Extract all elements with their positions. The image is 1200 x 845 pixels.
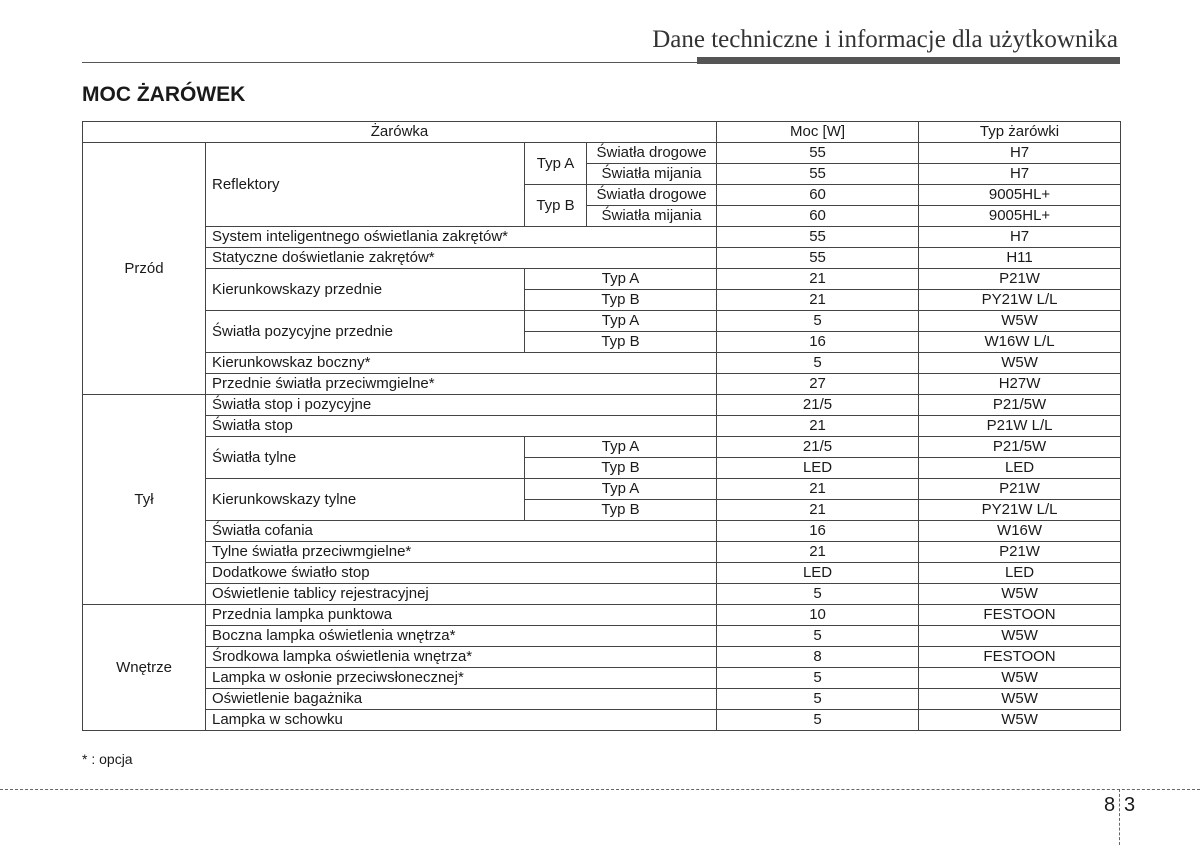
type-cell: W5W: [919, 353, 1121, 374]
power-cell: 16: [717, 521, 919, 542]
row-label: Lampka w schowku: [206, 710, 717, 731]
beam-label: Światła drogowe: [587, 185, 717, 206]
power-cell: 5: [717, 626, 919, 647]
sub-type: Typ A: [525, 143, 587, 185]
type-cell: H7: [919, 143, 1121, 164]
table-row: [83, 227, 1121, 248]
power-cell: LED: [717, 458, 919, 479]
table-row: [83, 710, 1121, 731]
power-cell: 16: [717, 332, 919, 353]
page-number-divider: [1119, 789, 1120, 845]
type-cell: W5W: [919, 668, 1121, 689]
row-label: Reflektory: [206, 143, 525, 227]
type-cell: H27W: [919, 374, 1121, 395]
type-cell: H7: [919, 164, 1121, 185]
table-row: [83, 353, 1121, 374]
sub-type: Typ B: [525, 185, 587, 227]
sub-type: Typ A: [525, 311, 717, 332]
power-cell: 27: [717, 374, 919, 395]
table-header-row: [83, 122, 1121, 143]
table-row: [83, 626, 1121, 647]
table-row: [83, 521, 1121, 542]
table-row: [83, 269, 1121, 290]
row-label: Boczna lampka oświetlenia wnętrza*: [206, 626, 717, 647]
table-row: [83, 311, 1121, 332]
power-cell: 5: [717, 311, 919, 332]
row-label: Lampka w osłonie przeciwsłonecznej*: [206, 668, 717, 689]
type-cell: W5W: [919, 311, 1121, 332]
table-row: [83, 395, 1121, 416]
sub-type: Typ B: [525, 458, 717, 479]
power-cell: 10: [717, 605, 919, 626]
type-cell: W16W L/L: [919, 332, 1121, 353]
type-cell: LED: [919, 563, 1121, 584]
header-power: Moc [W]: [717, 122, 919, 143]
type-cell: W16W: [919, 521, 1121, 542]
type-cell: H11: [919, 248, 1121, 269]
type-cell: PY21W L/L: [919, 500, 1121, 521]
row-label: Statyczne doświetlanie zakrętów*: [206, 248, 717, 269]
footnote: * : opcja: [82, 751, 133, 767]
type-cell: 9005HL+: [919, 206, 1121, 227]
type-cell: P21/5W: [919, 395, 1121, 416]
row-label: Światła stop i pozycyjne: [206, 395, 717, 416]
beam-label: Światła drogowe: [587, 143, 717, 164]
section-title: MOC ŻARÓWEK: [82, 83, 246, 106]
sub-type: Typ A: [525, 269, 717, 290]
group-rear: Tył: [83, 395, 206, 605]
power-cell: 5: [717, 710, 919, 731]
bulb-table: [82, 121, 1121, 731]
power-cell: 21: [717, 269, 919, 290]
header-bulb: Żarówka: [83, 122, 717, 143]
table-row: [83, 605, 1121, 626]
type-cell: P21/5W: [919, 437, 1121, 458]
power-cell: 21: [717, 542, 919, 563]
power-cell: 21: [717, 479, 919, 500]
type-cell: P21W: [919, 269, 1121, 290]
row-label: Kierunkowskazy przednie: [206, 269, 525, 311]
type-cell: H7: [919, 227, 1121, 248]
header-rule: [82, 62, 700, 63]
row-label: Przednia lampka punktowa: [206, 605, 717, 626]
table-row: [83, 374, 1121, 395]
row-label: Światła cofania: [206, 521, 717, 542]
type-cell: FESTOON: [919, 605, 1121, 626]
footer-dashed-rule: [0, 789, 1200, 790]
row-label: Kierunkowskaz boczny*: [206, 353, 717, 374]
row-label: Dodatkowe światło stop: [206, 563, 717, 584]
type-cell: 9005HL+: [919, 185, 1121, 206]
power-cell: 21: [717, 290, 919, 311]
power-cell: 60: [717, 185, 919, 206]
header-title: Dane techniczne i informacje dla użytkownika: [652, 26, 1118, 53]
table-row: [83, 416, 1121, 437]
power-cell: 55: [717, 227, 919, 248]
sub-type: Typ B: [525, 500, 717, 521]
group-interior: Wnętrze: [83, 605, 206, 731]
type-cell: W5W: [919, 710, 1121, 731]
power-cell: 5: [717, 584, 919, 605]
type-cell: PY21W L/L: [919, 290, 1121, 311]
header-bar: [697, 57, 1120, 64]
table-row: [83, 647, 1121, 668]
page-number: 3: [1124, 794, 1136, 816]
table-row: [83, 689, 1121, 710]
type-cell: W5W: [919, 626, 1121, 647]
sub-type: Typ A: [525, 479, 717, 500]
row-label: Tylne światła przeciwmgielne*: [206, 542, 717, 563]
sub-type: Typ A: [525, 437, 717, 458]
table-row: [83, 479, 1121, 500]
type-cell: P21W: [919, 542, 1121, 563]
type-cell: W5W: [919, 689, 1121, 710]
header-type: Typ żarówki: [919, 122, 1121, 143]
row-label: Kierunkowskazy tylne: [206, 479, 525, 521]
type-cell: W5W: [919, 584, 1121, 605]
table-row: [83, 437, 1121, 458]
type-cell: P21W: [919, 479, 1121, 500]
chapter-number: 8: [1104, 794, 1116, 816]
beam-label: Światła mijania: [587, 206, 717, 227]
table-row: [83, 563, 1121, 584]
row-label: Światła pozycyjne przednie: [206, 311, 525, 353]
table-row: [83, 143, 1121, 164]
power-cell: LED: [717, 563, 919, 584]
type-cell: FESTOON: [919, 647, 1121, 668]
row-label: Oświetlenie bagażnika: [206, 689, 717, 710]
power-cell: 21/5: [717, 437, 919, 458]
table-row: [83, 584, 1121, 605]
row-label: Oświetlenie tablicy rejestracyjnej: [206, 584, 717, 605]
power-cell: 60: [717, 206, 919, 227]
power-cell: 21: [717, 416, 919, 437]
row-label: Światła tylne: [206, 437, 525, 479]
row-label: Światła stop: [206, 416, 717, 437]
sub-type: Typ B: [525, 332, 717, 353]
sub-type: Typ B: [525, 290, 717, 311]
power-cell: 21: [717, 500, 919, 521]
power-cell: 55: [717, 143, 919, 164]
row-label: System inteligentnego oświetlania zakrętów*: [206, 227, 717, 248]
beam-label: Światła mijania: [587, 164, 717, 185]
table-row: [83, 668, 1121, 689]
power-cell: 21/5: [717, 395, 919, 416]
table-row: [83, 542, 1121, 563]
row-label: Przednie światła przeciwmgielne*: [206, 374, 717, 395]
type-cell: P21W L/L: [919, 416, 1121, 437]
power-cell: 8: [717, 647, 919, 668]
power-cell: 5: [717, 353, 919, 374]
power-cell: 5: [717, 668, 919, 689]
type-cell: LED: [919, 458, 1121, 479]
group-front: Przód: [83, 143, 206, 395]
power-cell: 55: [717, 248, 919, 269]
table-row: [83, 248, 1121, 269]
power-cell: 55: [717, 164, 919, 185]
power-cell: 5: [717, 689, 919, 710]
row-label: Środkowa lampka oświetlenia wnętrza*: [206, 647, 717, 668]
